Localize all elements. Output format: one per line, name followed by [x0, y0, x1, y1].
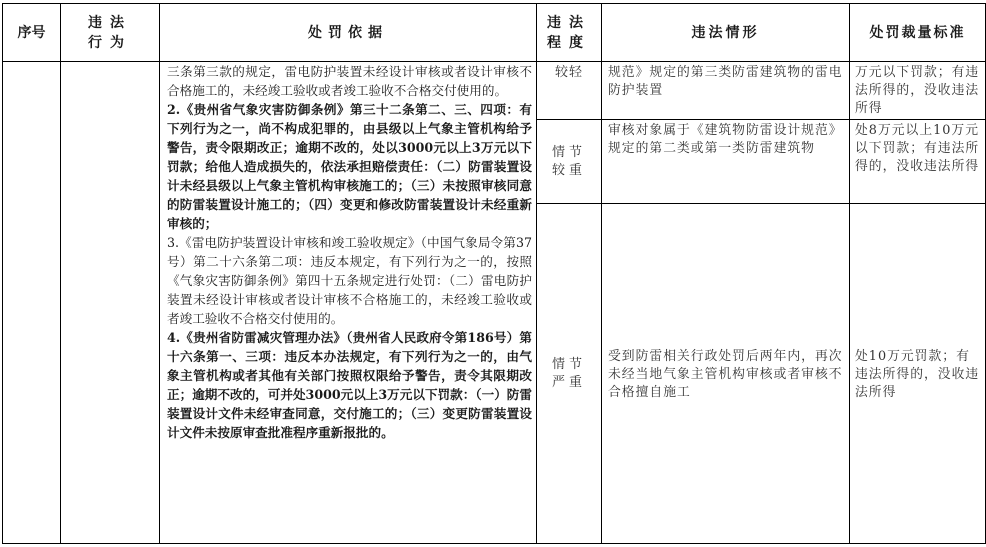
basis-paragraph-1: 三条第三款的规定，雷电防护装置未经设计审核或者设计审核不合格施工的，未经竣工验收或者竣工验收不合格交付使用的。 — [167, 64, 532, 98]
header-standard-label: 处罚裁量标准 — [869, 24, 966, 41]
degree-cell-2 — [537, 120, 601, 203]
header-degree — [537, 4, 601, 61]
col-divider-1 — [60, 3, 61, 544]
header-violation-line2: 行为 — [88, 34, 132, 51]
header-basis — [160, 4, 536, 61]
standard-text-1: 万元以下罚款；有违法所得的，没收违法所得 — [855, 65, 980, 116]
table-border-bottom — [2, 543, 985, 544]
situation-cell-3 — [602, 204, 849, 543]
table-border-left — [2, 3, 3, 544]
degree-label-3-line1: 情节 — [551, 356, 586, 372]
header-situation-label: 违法情形 — [691, 24, 760, 41]
degree-label-2-line1: 情节 — [551, 144, 586, 160]
header-degree-line2: 程度 — [547, 34, 591, 51]
situation-cell-1 — [602, 62, 849, 119]
degree-label-1: 较轻 — [554, 65, 583, 80]
standard-cell-2 — [850, 120, 985, 203]
standard-text-2: 处8万元以上10万元以下罚款；有违法所得的，没收违法所得 — [855, 123, 980, 174]
standard-cell-3 — [850, 204, 985, 543]
header-violation-line1: 违法 — [88, 14, 132, 31]
situation-text-3: 受到防雷相关行政处罚后两年内，再次未经当地气象主管机构审核或者审核不合格擅自施工 — [608, 348, 843, 400]
header-situation — [602, 4, 849, 61]
degree-label-3-line2: 严重 — [551, 374, 586, 390]
header-seq — [3, 4, 60, 61]
degree-cell-3 — [537, 204, 601, 543]
standard-cell-1 — [850, 62, 985, 119]
basis-paragraph-3: 3.《雷电防护装置设计审核和竣工验收规定》（中国气象局令第37号）第二十六条第二项：违反本规定，有下列行为之一的，按照《气象灾害防御条例》第四十五条规定进行处罚：（二）雷电防护装置未经设计审核或者设计审核不合格施工的，未经竣工验收或者竣工验收不合格交付使用的。 — [167, 235, 532, 326]
basis-paragraph-2: 2.《贵州省气象灾害防御条例》第三十二条第二、三、四项：有下列行为之一，尚不构成犯罪的，由县级以上气象主管机构给予警告，责令限期改正；逾期不改的，处以3000元以上3万元以下罚款；给他人造成损失的，依法承担赔偿责任：（二）防雷装置设计未经县级以上气象主管机构审核施工的；（三）未按照审核同意的防雷装置设计施工的；（四）变更和修改防雷装置设计未经重新审核的； — [167, 102, 532, 231]
basis-paragraph-4: 4.《贵州省防雷减灾管理办法》（贵州省人民政府令第186号）第十六条第一、三项：违反本办法规定，有下列行为之一的，由气象主管机构或者其他有关部门按照权限给予警告，责令其限期改正；逾期不改的，可并处3000元以上3万元以下罚款：（一）防雷装置设计文件未经审查同意，交付施工的；（三）变更防雷装置设计文件未按原审查批准程序重新报批的。 — [167, 330, 532, 440]
header-degree-line1: 违法 — [547, 14, 591, 31]
situation-cell-2 — [602, 120, 849, 203]
header-seq-label: 序号 — [17, 24, 46, 41]
header-basis-label: 处罚依据 — [308, 24, 388, 41]
standard-text-3: 处10万元罚款；有违法所得的，没收违法所得 — [855, 348, 980, 400]
header-violation — [61, 4, 159, 61]
degree-label-2-line2: 较重 — [551, 162, 586, 178]
degree-cell-1 — [537, 62, 601, 84]
situation-text-2: 审核对象属于《建筑物防雷设计规范》规定的第二类或第一类防雷建筑物 — [608, 123, 843, 156]
situation-text-1: 规范》规定的第三类防雷建筑物的雷电防护装置 — [608, 65, 843, 98]
header-standard — [850, 4, 985, 61]
penalty-basis-text — [160, 62, 536, 543]
